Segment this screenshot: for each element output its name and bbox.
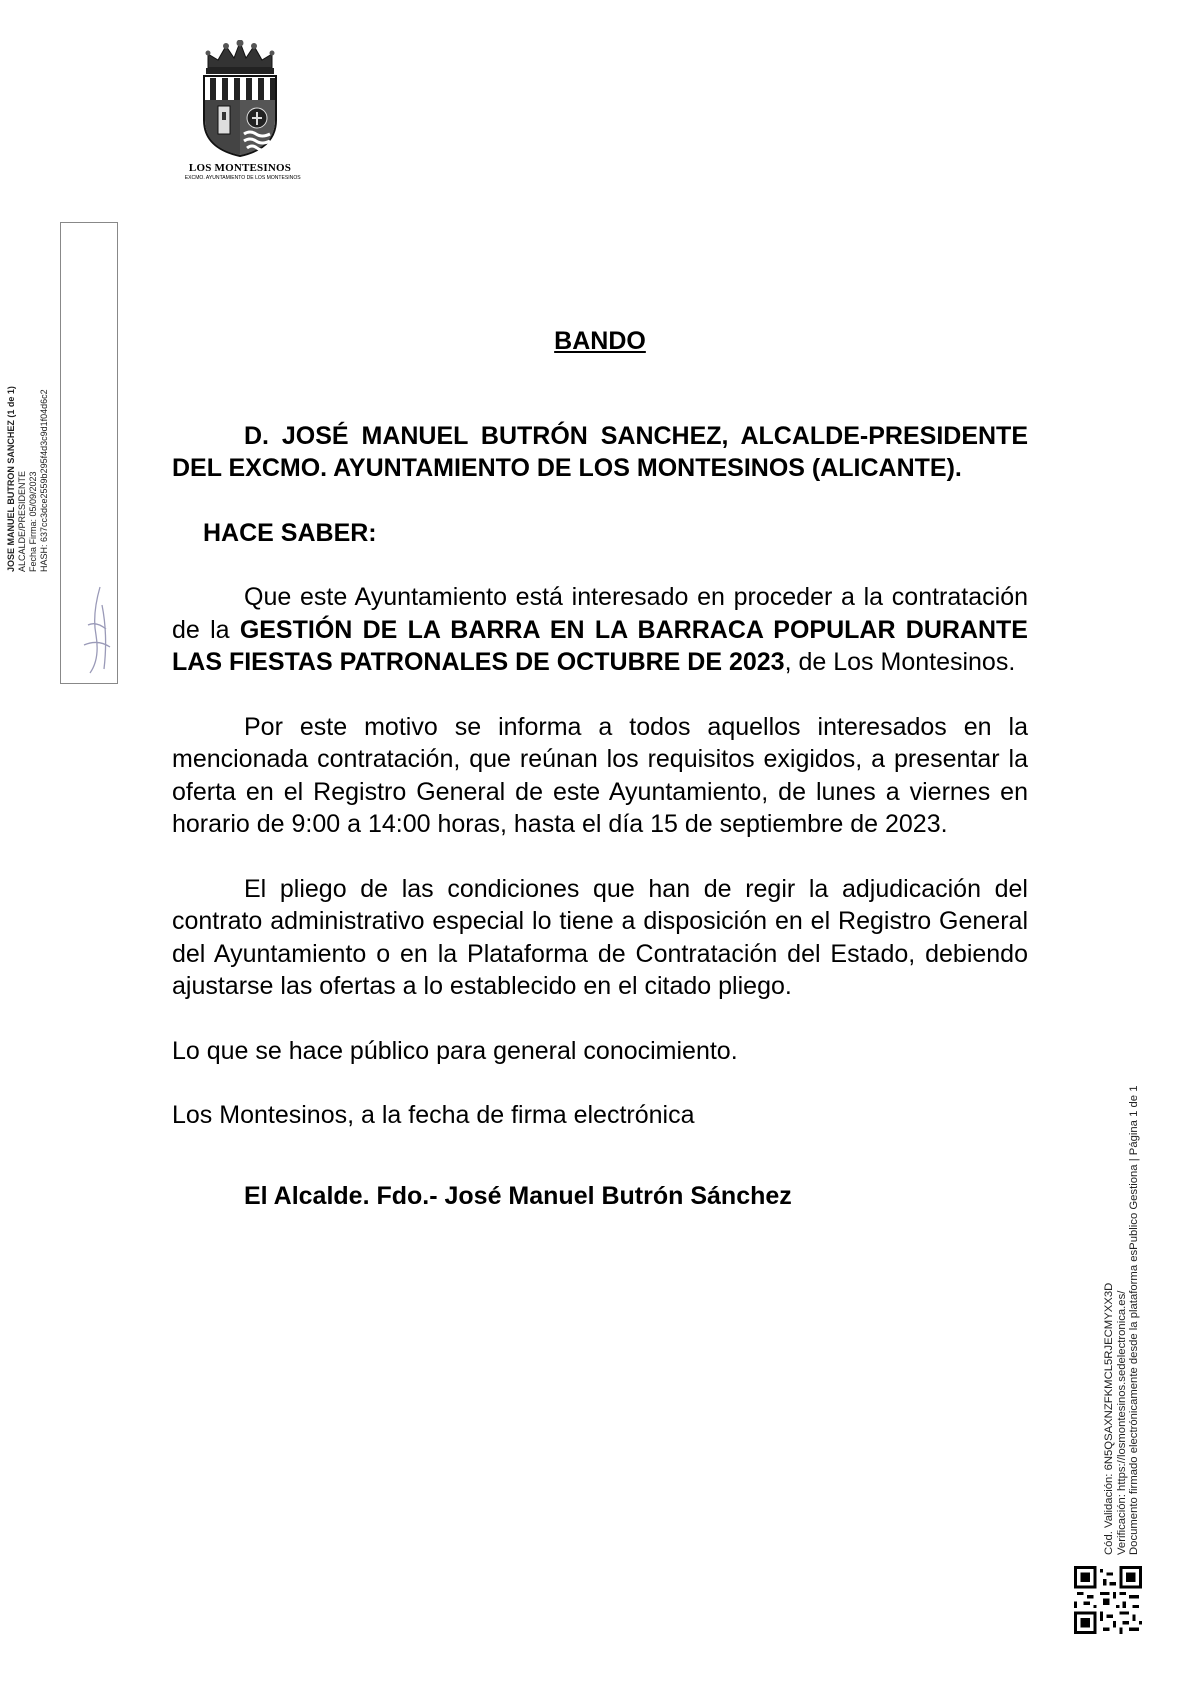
validation-code: Cód. Validación: 6N5QSAXNZFKMCL5RJECMYXX3D — [1103, 1282, 1115, 1555]
place-date-line: Los Montesinos, a la fecha de firma electrónica — [172, 1101, 695, 1129]
document-body — [172, 325, 1028, 1212]
coat-of-arms-logo — [194, 40, 286, 158]
announcement-heading: HACE SABER: — [203, 518, 377, 547]
verification-url: Verificación: https://losmontesinos.sedelectronica.es/ — [1115, 1290, 1128, 1555]
paragraph-1-intro: Que este Ayuntamiento está interesado en proceder a la contratación de la — [172, 583, 1028, 644]
stamp-signer: JOSE MANUEL BUTRON SANCHEZ (1 de 1) — [6, 386, 16, 572]
qr-code-icon — [1074, 1566, 1142, 1634]
platform-footer: Documento firmado electrónicamente desde la plataforma esPublico Gestiona | Página 1 de 1 — [1128, 1085, 1140, 1555]
stamp-hash: HASH: 637cc3dce2559b295f4d3c9d1f04d6c2 — [39, 389, 49, 572]
paragraph-2: Por este motivo se informa a todos aquellos interesados en la mencionada contratación, que reúnan los requisitos exigidos, a presentar la oferta en el Registro General de este Ayuntamiento, de lunes a viernes en horario de 9:00 a 14:00 horas, hasta el día 15 de septiembre de 2023. — [172, 712, 1028, 838]
paragraph-3: El pliego de las condiciones que han de regir la adjudicación del contrato administrativo especial lo tiene a disposición en el Registro General del Ayuntamiento o en la Plataforma de Contratación del Estado, debiendo ajustarse las ofertas a lo establecido en el citado pliego. — [172, 874, 1028, 1000]
stamp-date: Fecha Firma: 05/09/2023 — [28, 471, 38, 572]
institution-name: EXCMO. AYUNTAMIENTO DE LOS MONTESINOS — [184, 175, 301, 181]
handwritten-signature — [78, 585, 114, 677]
paragraph-1-end: , de Los Montesinos. — [784, 648, 1016, 676]
verification-block — [1103, 1085, 1141, 1555]
paragraph-1 — [172, 581, 1028, 679]
mayor-signature-line: El Alcalde. Fdo.- José Manuel Butrón Sánchez — [244, 1181, 792, 1210]
town-crest — [180, 40, 300, 180]
stamp-role: ALCALDE/PRESIDENTE — [17, 470, 27, 572]
town-name: LOS MONTESINOS — [188, 162, 292, 174]
paragraph-1-subject: GESTIÓN DE LA BARRA EN LA BARRACA POPULAR DURANTE LAS FIESTAS PATRONALES DE OCTUBRE DE 2023 — [172, 615, 1028, 676]
mayor-header: D. JOSÉ MANUEL BUTRÓN SANCHEZ, ALCALDE-PRESIDENTE DEL EXCMO. AYUNTAMIENTO DE LOS MONTESINOS (ALICANTE). — [172, 421, 1028, 482]
paragraph-4: Lo que se hace público para general conocimiento. — [172, 1036, 738, 1065]
document-title: BANDO — [554, 327, 646, 355]
signature-stamp-text — [6, 342, 52, 572]
